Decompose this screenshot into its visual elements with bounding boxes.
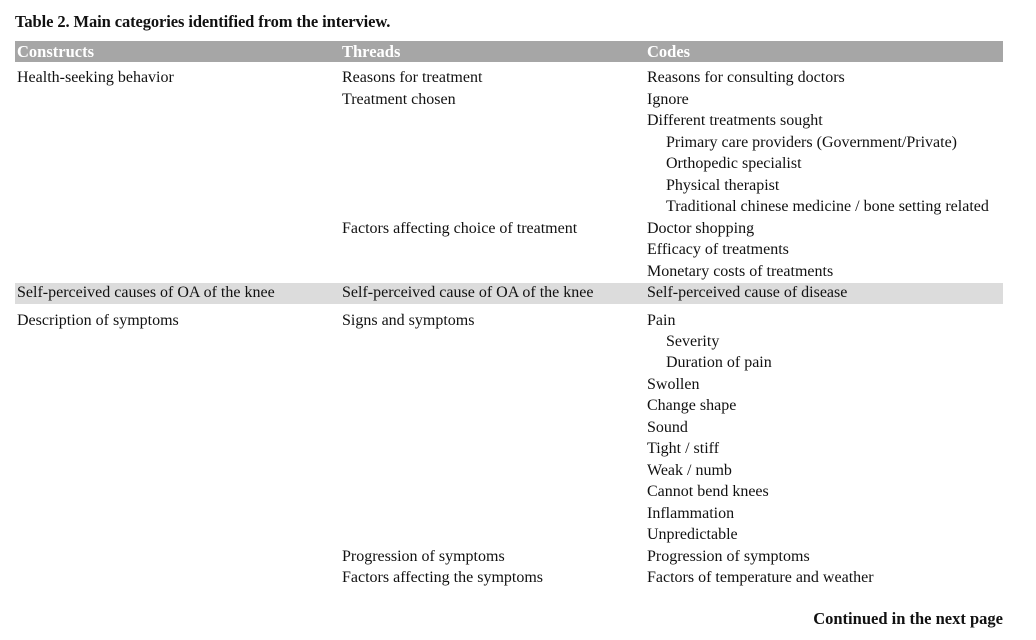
code-progression: Progression of symptoms xyxy=(647,548,810,565)
code-physical-therapist: Physical therapist xyxy=(666,177,780,194)
code-self-perceived: Self-perceived cause of disease xyxy=(647,284,848,301)
table-caption: Table 2. Main categories identified from the interview. xyxy=(15,12,391,31)
code-efficacy: Efficacy of treatments xyxy=(647,241,789,258)
table-header-bar xyxy=(15,41,1003,62)
construct-self-perceived: Self-perceived causes of OA of the knee xyxy=(17,284,275,301)
thread-factors-symptoms: Factors affecting the symptoms xyxy=(342,569,543,586)
code-tcm: Traditional chinese medicine / bone setting related xyxy=(666,198,989,215)
header-threads: Threads xyxy=(342,42,401,61)
thread-signs-symptoms: Signs and symptoms xyxy=(342,312,475,329)
code-weak-numb: Weak / numb xyxy=(647,462,732,479)
code-reasons-consulting: Reasons for consulting doctors xyxy=(647,69,845,86)
construct-symptoms: Description of symptoms xyxy=(17,312,179,329)
code-inflammation: Inflammation xyxy=(647,505,735,522)
thread-progression: Progression of symptoms xyxy=(342,548,505,565)
code-swollen: Swollen xyxy=(647,376,700,393)
code-temperature-weather: Factors of temperature and weather xyxy=(647,569,874,586)
code-severity: Severity xyxy=(666,333,720,350)
thread-reasons-for-treatment: Reasons for treatment xyxy=(342,69,483,86)
code-ignore: Ignore xyxy=(647,91,689,108)
code-pain: Pain xyxy=(647,312,676,329)
code-tight-stiff: Tight / stiff xyxy=(647,440,720,457)
construct-health-seeking: Health-seeking behavior xyxy=(17,69,174,86)
thread-self-perceived: Self-perceived cause of OA of the knee xyxy=(342,284,594,301)
code-primary-care: Primary care providers (Government/Private) xyxy=(666,134,958,151)
code-cannot-bend: Cannot bend knees xyxy=(647,483,769,500)
code-duration: Duration of pain xyxy=(666,354,772,371)
code-different-treatments: Different treatments sought xyxy=(647,112,823,129)
header-codes: Codes xyxy=(647,42,691,61)
thread-treatment-chosen: Treatment chosen xyxy=(342,91,456,108)
code-doctor-shopping: Doctor shopping xyxy=(647,220,755,237)
header-constructs: Constructs xyxy=(17,42,94,61)
code-orthopedic: Orthopedic specialist xyxy=(666,155,802,172)
code-unpredictable: Unpredictable xyxy=(647,526,738,543)
code-monetary-costs: Monetary costs of treatments xyxy=(647,263,834,280)
thread-factors-choice: Factors affecting choice of treatment xyxy=(342,220,578,237)
code-sound: Sound xyxy=(647,419,688,436)
code-change-shape: Change shape xyxy=(647,397,737,414)
continued-note: Continued in the next page xyxy=(813,609,1003,628)
